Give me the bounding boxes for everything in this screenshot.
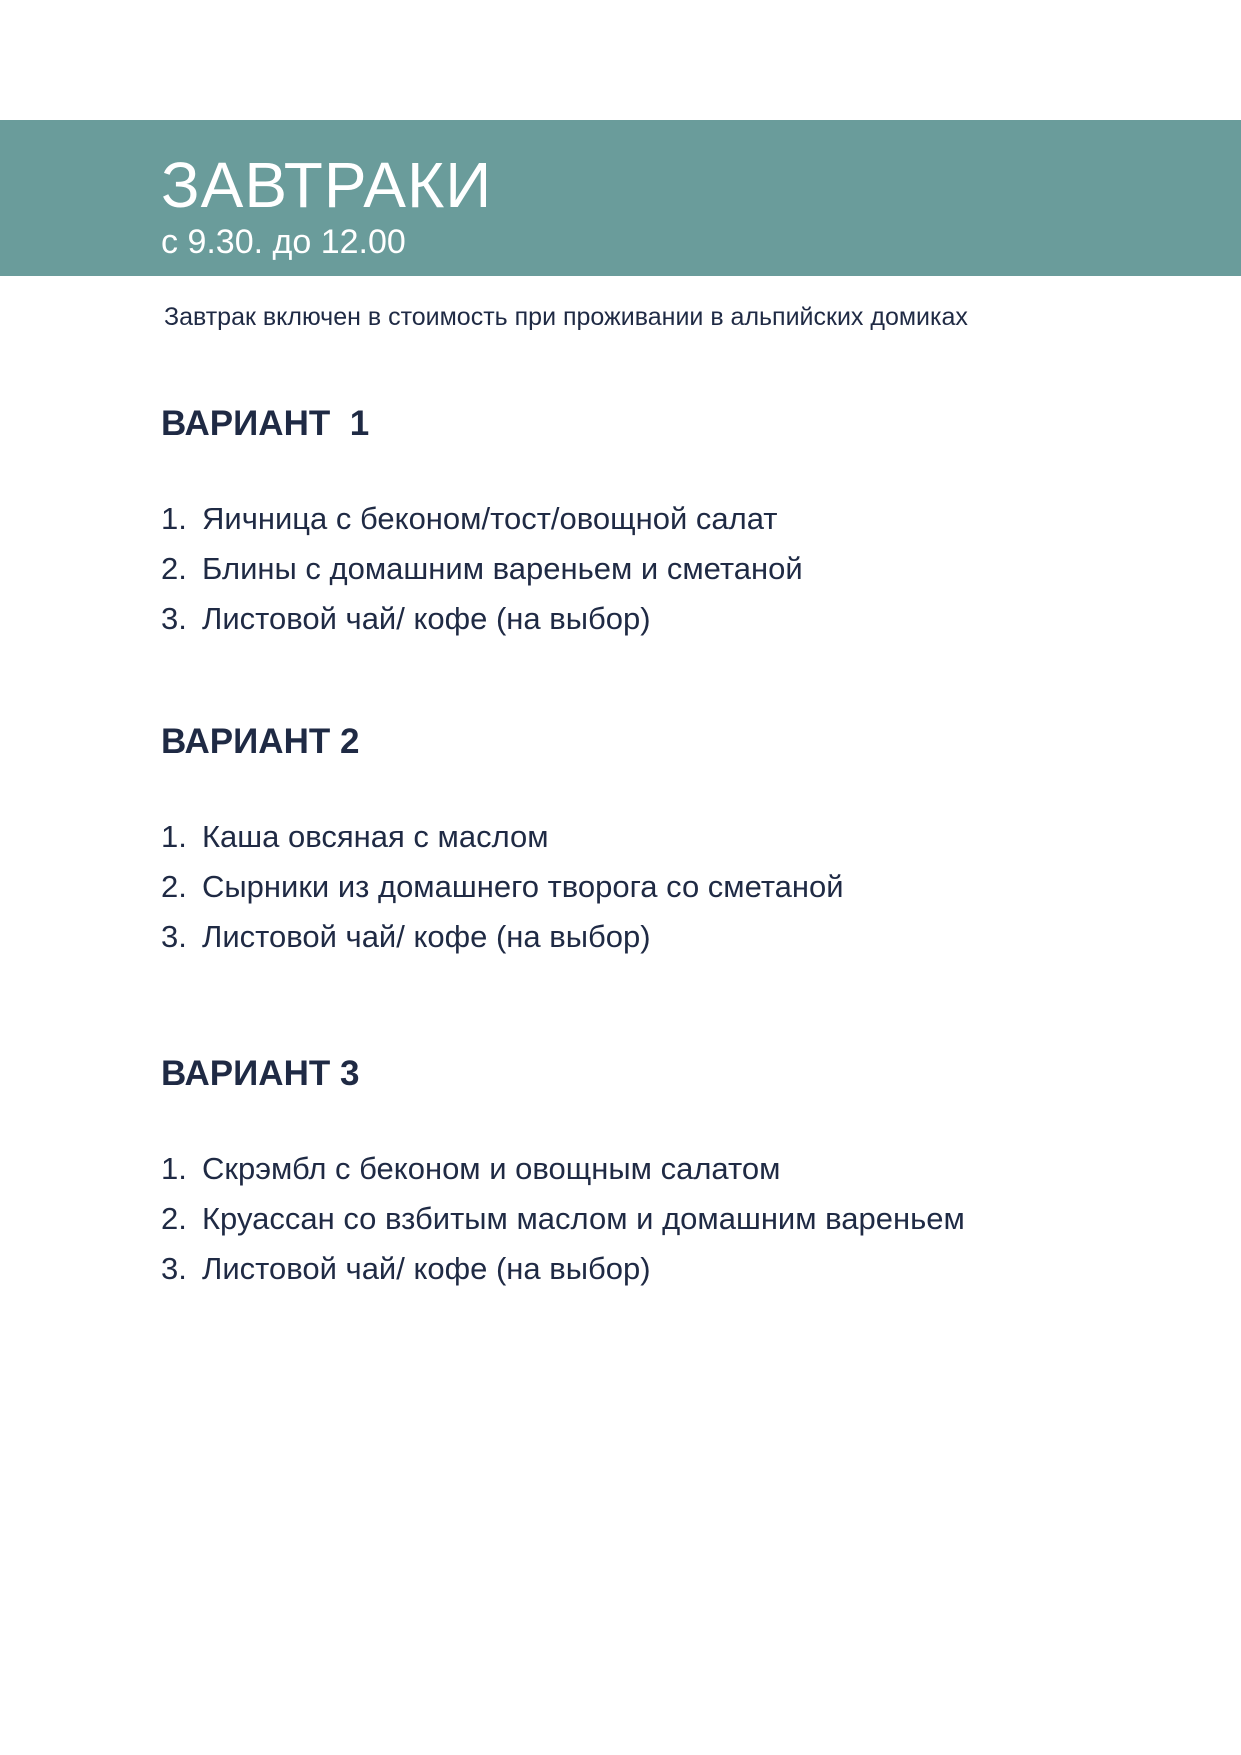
variant-2-section: [161, 720, 1161, 962]
page-title: ЗАВТРАКИ: [161, 149, 493, 221]
list-item: [161, 1144, 1161, 1194]
list-item: [161, 494, 1161, 544]
item-number: 2.: [161, 1201, 187, 1236]
variant-1-list: [161, 494, 1161, 644]
variant-1-title: ВАРИАНТ 1: [161, 404, 370, 443]
list-item: [161, 912, 1161, 962]
item-number: 3.: [161, 601, 187, 636]
item-number: 1.: [161, 819, 187, 854]
intro-note: Завтрак включен в стоимость при проживании в альпийских домиках: [164, 303, 968, 331]
variant-1-section: [161, 402, 1161, 644]
item-text: Листовой чай/ кофе (на выбор): [202, 919, 651, 954]
item-text: Листовой чай/ кофе (на выбор): [202, 1251, 651, 1286]
item-text: Листовой чай/ кофе (на выбор): [202, 601, 651, 636]
item-number: 3.: [161, 1251, 187, 1286]
variant-3-section: [161, 1052, 1161, 1294]
serving-hours: с 9.30. до 12.00: [161, 223, 406, 261]
item-number: 1.: [161, 501, 187, 536]
list-item: [161, 1194, 1161, 1244]
item-number: 2.: [161, 869, 187, 904]
item-number: 3.: [161, 919, 187, 954]
item-text: Скрэмбл с беконом и овощным салатом: [202, 1151, 781, 1186]
list-item: [161, 594, 1161, 644]
item-text: Сырники из домашнего творога со сметаной: [202, 869, 844, 904]
item-text: Каша овсяная с маслом: [202, 819, 549, 854]
variant-2-list: [161, 812, 1161, 962]
list-item: [161, 862, 1161, 912]
item-number: 1.: [161, 1151, 187, 1186]
item-text: Блины с домашним вареньем и сметаной: [202, 551, 803, 586]
list-item: [161, 1244, 1161, 1294]
variant-2-title: ВАРИАНТ 2: [161, 722, 360, 761]
item-number: 2.: [161, 551, 187, 586]
variant-3-list: [161, 1144, 1161, 1294]
item-text: Круассан со взбитым маслом и домашним вареньем: [202, 1201, 965, 1236]
list-item: [161, 544, 1161, 594]
variant-3-title: ВАРИАНТ 3: [161, 1054, 360, 1093]
list-item: [161, 812, 1161, 862]
item-text: Яичница с беконом/тост/овощной салат: [202, 501, 778, 536]
